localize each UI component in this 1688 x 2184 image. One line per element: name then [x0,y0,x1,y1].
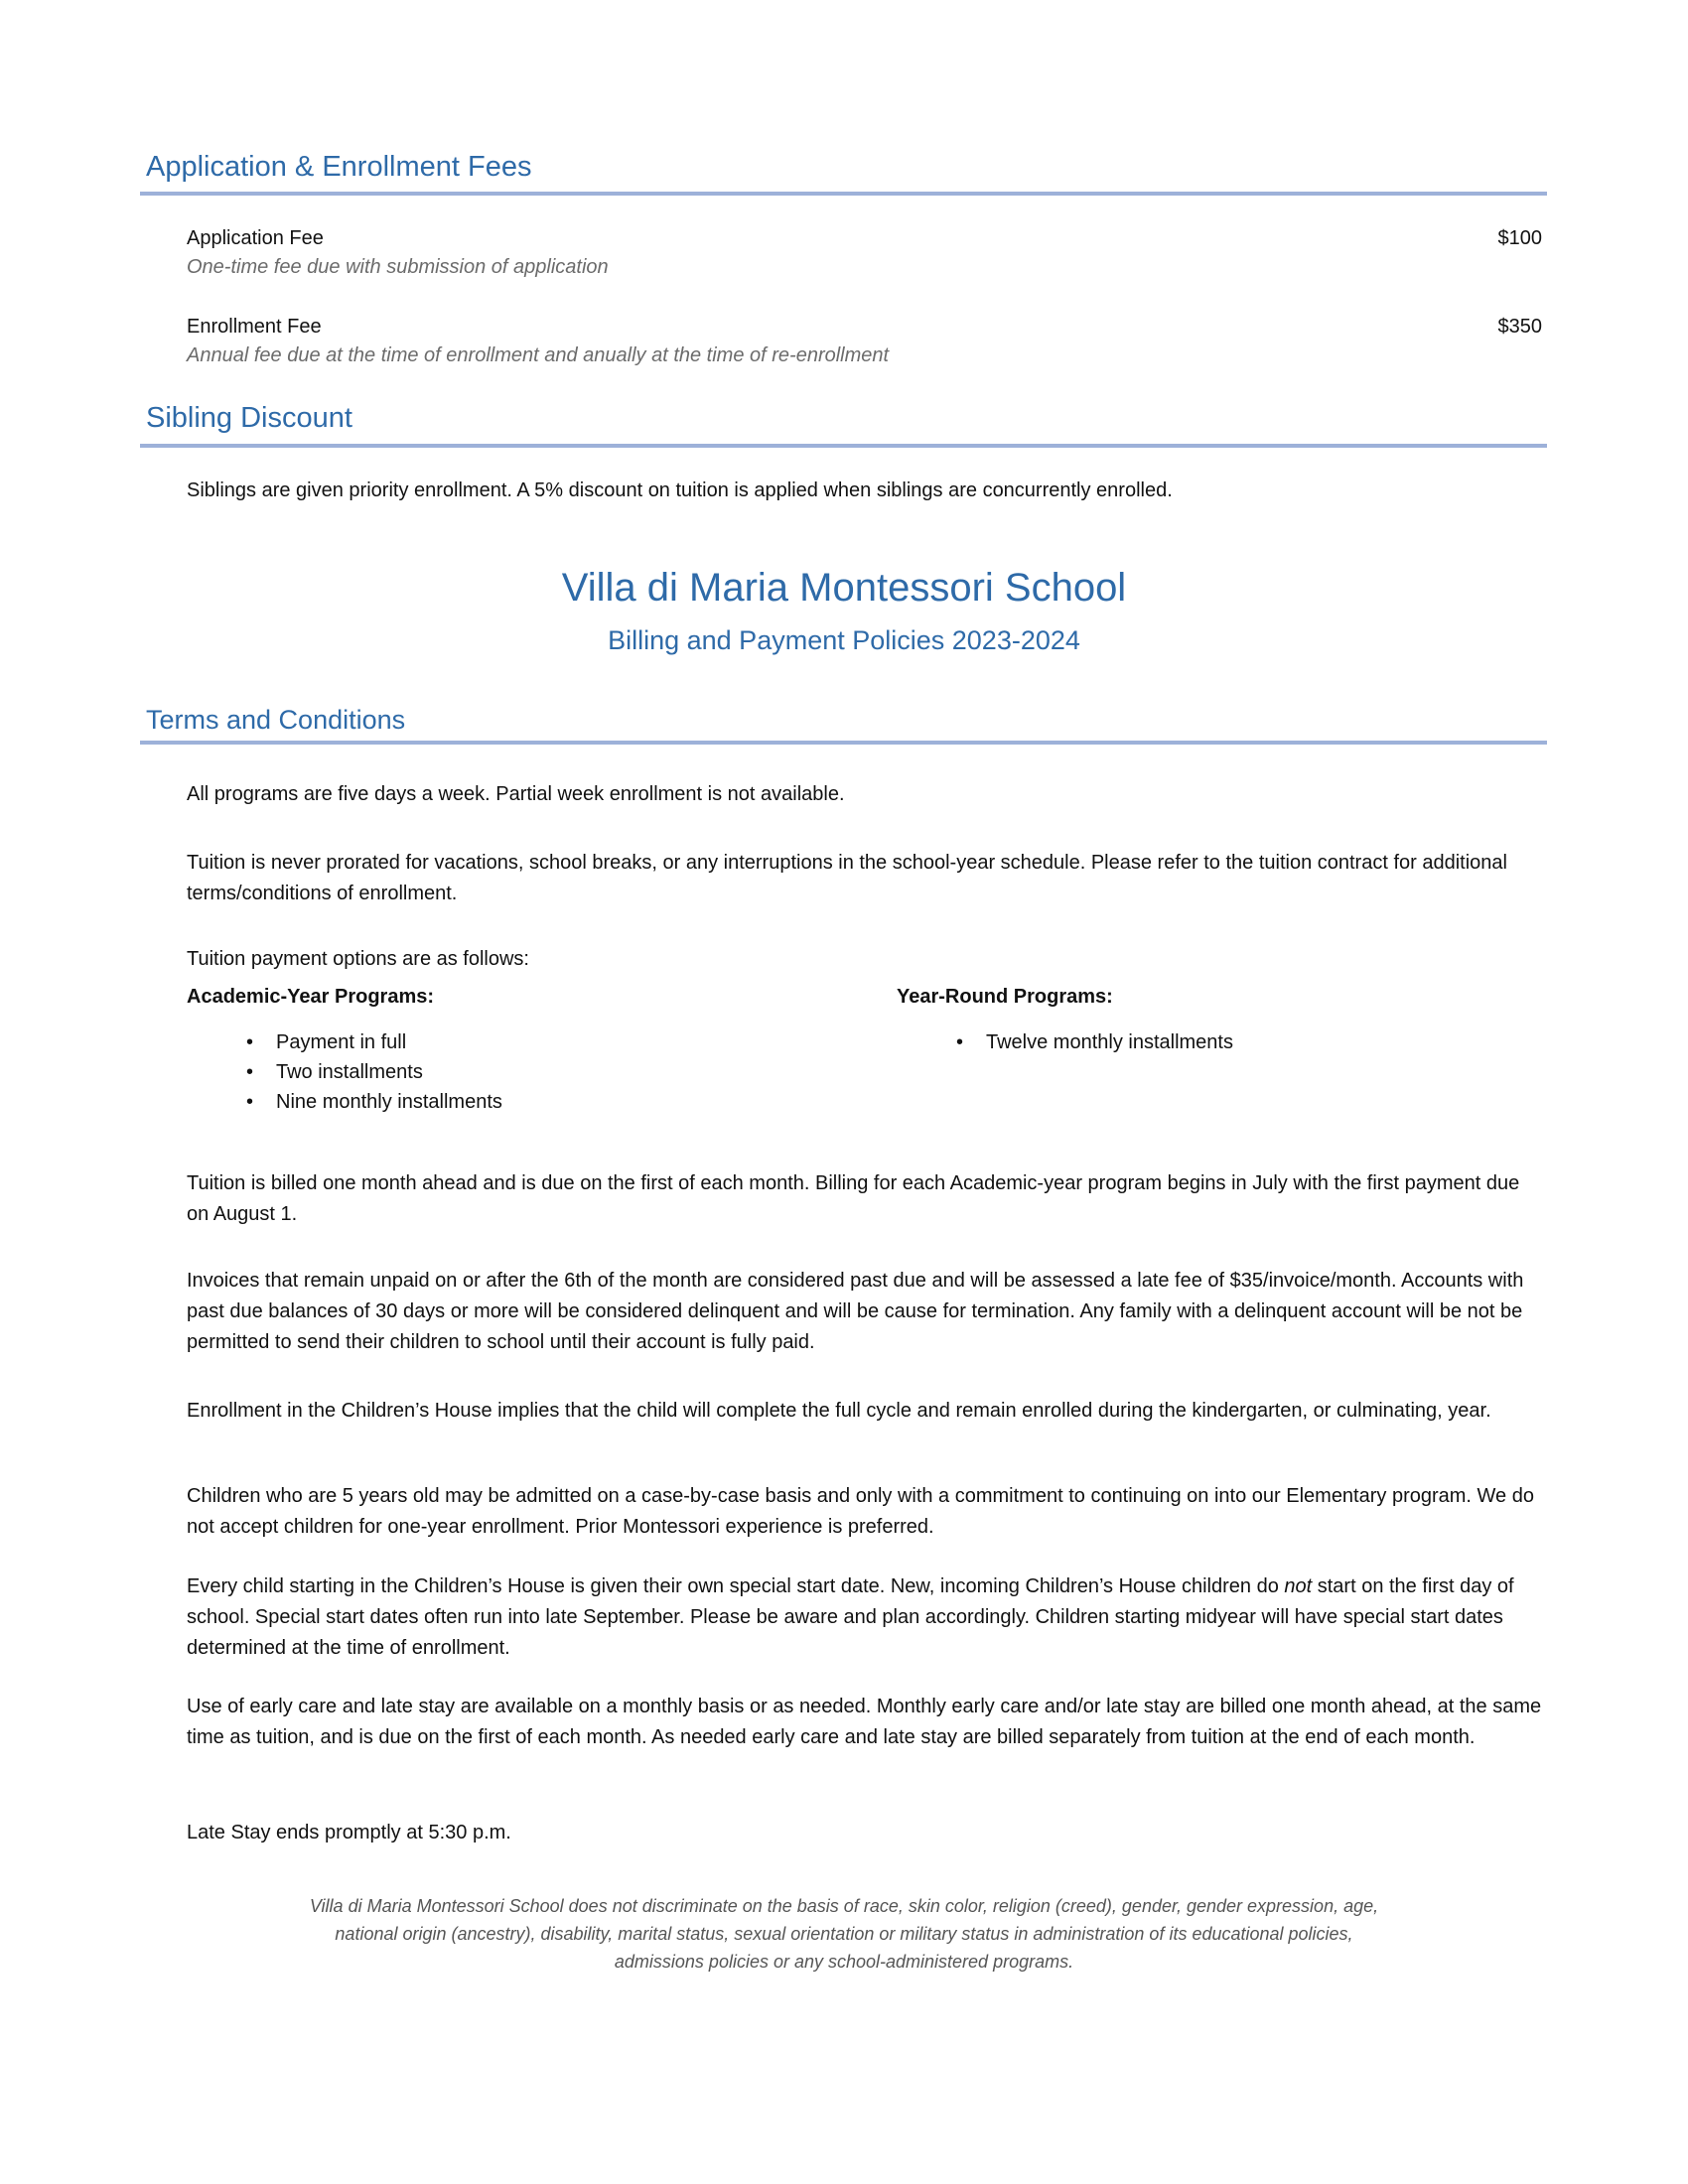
enrollment-fee-note: Annual fee due at the time of enrollment and anually at the time of re-enrollment [187,344,890,366]
academic-programs-heading: Academic-Year Programs: [187,986,435,1008]
terms-paragraph: Tuition is billed one month ahead and is due on the first of each month. Billing for each Academic-year program begins in July with the first payment due on August 1. [187,1172,1520,1225]
sibling-discount-text: Siblings are given priority enrollment. A 5% discount on tuition is applied when siblings are concurrently enrolled. [187,479,1173,501]
school-name: Villa di Maria Montessori School [561,566,1127,610]
terms-paragraph [187,1571,1547,1664]
enrollment-fee-label: Enrollment Fee [187,316,322,338]
section-heading-sibling: Sibling Discount [146,402,352,434]
year-round-options-list [956,1027,1233,1057]
list-item: • Payment in full [246,1027,502,1057]
terms-paragraph: Enrollment in the Children’s House implies that the child will complete the full cycle and remain enrolled during the kindergarten, or culminating, year. [187,1400,1491,1422]
section-divider [140,444,1547,448]
late-stay-note: Late Stay ends promptly at 5:30 p.m. [187,1822,511,1843]
enrollment-fee-price: $350 [1497,316,1542,338]
emphasis-text: not [1284,1575,1313,1597]
paragraph-text: Every child starting in the Children’s House is given their own special start date. New, incoming Children’s House children do [187,1575,1285,1597]
payment-options-intro: Tuition payment options are as follows: [187,948,529,970]
terms-paragraph: Use of early care and late stay are available on a monthly basis or as needed. Monthly early care and/or late stay are billed one month ahead, at the same time as tuition, and is due on the first of each month. As needed early care and late stay are billed separately from tuition at the end of each month. [187,1696,1542,1748]
application-fee-note: One-time fee due with submission of application [187,256,609,278]
nondiscrimination-statement: Villa di Maria Montessori School does not discriminate on the basis of race, skin color, religion (creed), gender, gender expression, age, national origin (ancestry), disability, marital status, sexual orientation or military status in administration of its educational policies, admissions policies or any school-administered programs. [309,1896,1379,1972]
terms-paragraph: Children who are 5 years old may be admitted on a case-by-case basis and only with a commitment to continuing on into our Elementary program. We do not accept children for one-year enrollment. Prior Montessori experience is preferred. [187,1485,1534,1538]
academic-options-list [246,1027,502,1117]
section-divider [140,192,1547,196]
section-divider [140,741,1547,745]
section-heading-fees: Application & Enrollment Fees [146,151,532,183]
list-item: • Twelve monthly installments [956,1027,1233,1057]
paragraph-text: start on the first day of school. Special start dates often run into late September. Please be aware and plan accordingly. Children starting midyear will have special start dates determined at the time of enrollment. [187,1575,1514,1659]
terms-paragraph: All programs are five days a week. Partial week enrollment is not available. [187,783,845,805]
section-heading-terms: Terms and Conditions [146,705,406,735]
list-item: • Nine monthly installments [246,1087,502,1117]
application-fee-label: Application Fee [187,227,324,249]
document-subtitle: Billing and Payment Policies 2023-2024 [608,625,1080,655]
application-fee-price: $100 [1497,227,1542,249]
terms-paragraph: Tuition is never prorated for vacations, school breaks, or any interruptions in the school-year schedule. Please refer to the tuition contract for additional terms/conditions of enrollment. [187,852,1507,904]
terms-paragraph: Invoices that remain unpaid on or after the 6th of the month are considered past due and will be assessed a late fee of $35/invoice/month. Accounts with past due balances of 30 days or more will be considered delinquent and will be cause for termination. Any family with a delinquent account will be not be permitted to send their children to school until their account is fully paid. [187,1270,1524,1353]
year-round-programs-heading: Year-Round Programs: [897,986,1113,1008]
list-item: • Two installments [246,1057,502,1087]
